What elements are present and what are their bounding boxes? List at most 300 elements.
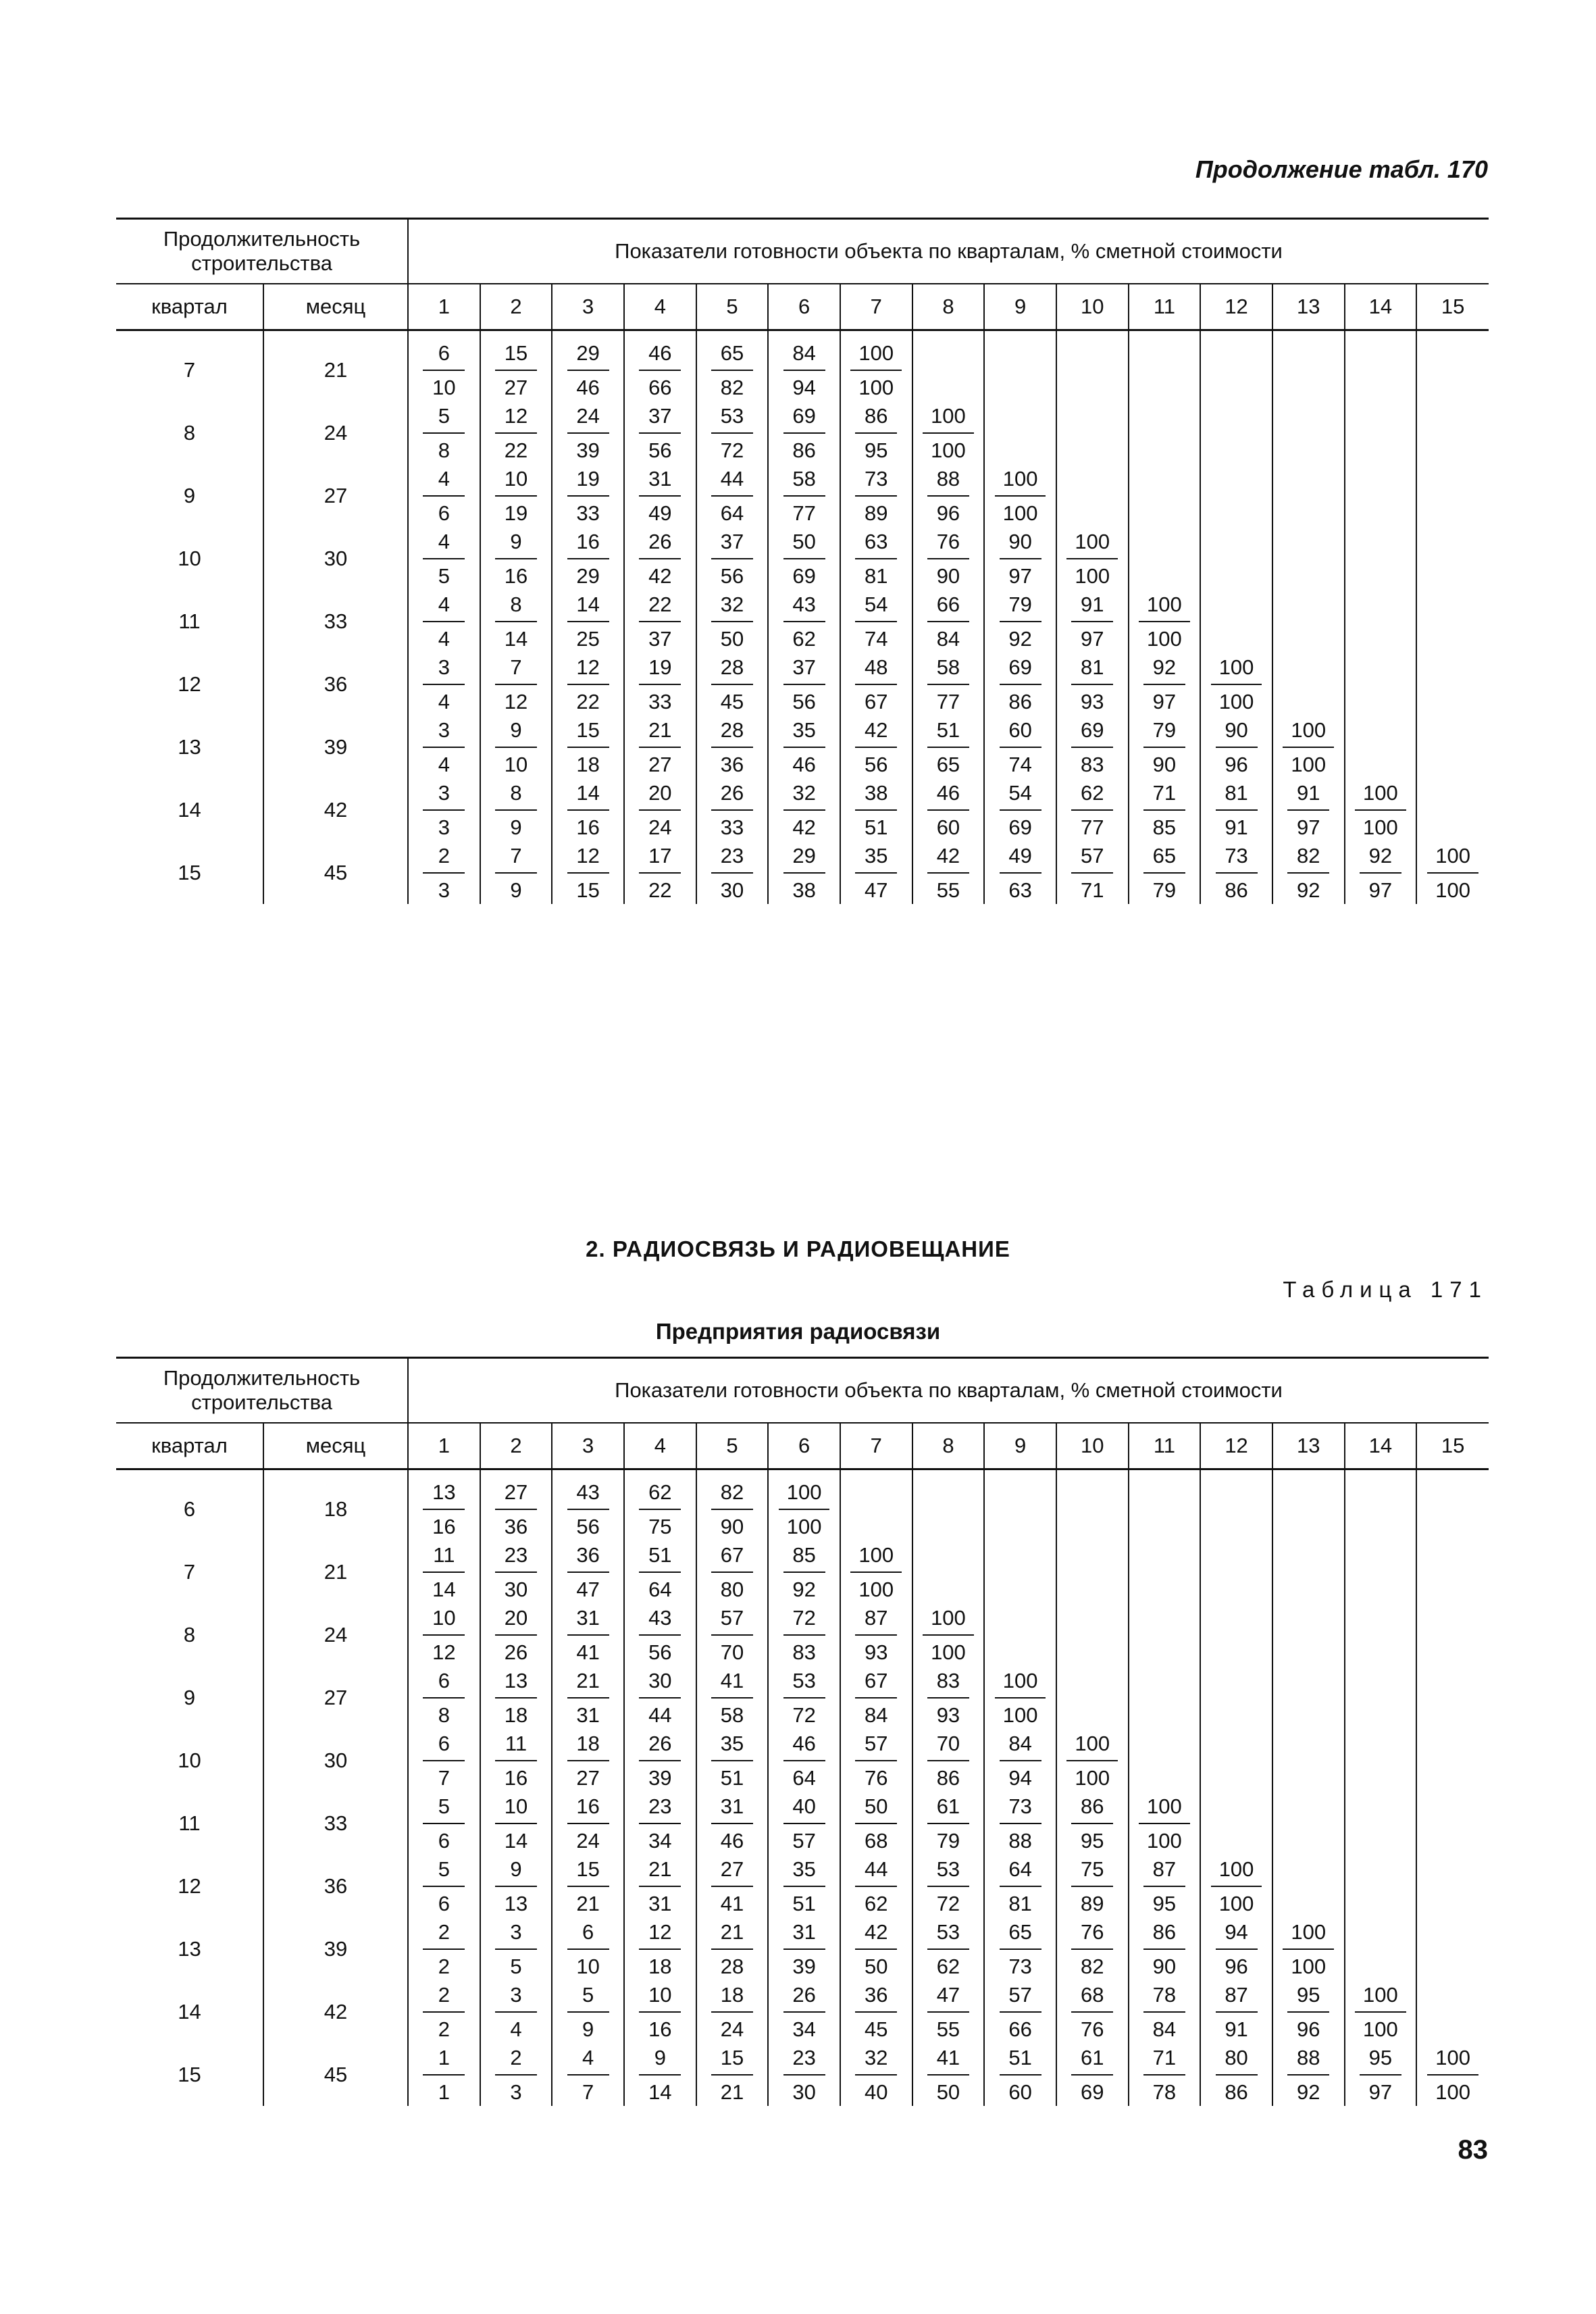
readiness-fraction: [711, 842, 753, 904]
readiness-fraction: [855, 1667, 897, 1729]
fraction-numerator: 51: [639, 1541, 681, 1573]
readiness-fraction: [927, 1730, 969, 1792]
value-cell: [1056, 653, 1129, 715]
fraction-denominator: 96: [1225, 1954, 1248, 1978]
fraction-denominator: 89: [865, 501, 888, 525]
fraction-denominator: 100: [1147, 626, 1182, 651]
fraction-denominator: 6: [438, 1891, 450, 1915]
value-cell: [408, 330, 480, 402]
value-cell: [1129, 1792, 1201, 1855]
fraction-denominator: 9: [582, 2017, 594, 2041]
value-cell: [480, 330, 552, 402]
fraction-numerator: 26: [639, 1730, 681, 1761]
value-cell: [1345, 464, 1417, 527]
readiness-fraction: [1071, 779, 1113, 841]
table-row: [116, 1792, 1489, 1855]
fraction-denominator: 91: [1225, 815, 1248, 839]
fraction-numerator: 42: [855, 1918, 897, 1950]
readiness-fraction: [783, 1604, 825, 1666]
value-cell: [552, 1603, 624, 1666]
fraction-numerator: 3: [423, 653, 465, 685]
fraction-denominator: 18: [648, 1954, 672, 1978]
value-cell: [840, 464, 912, 527]
fraction-numerator: 76: [927, 528, 969, 559]
fraction-numerator: 42: [927, 842, 969, 874]
table-row: [116, 527, 1489, 590]
fraction-denominator: 34: [648, 1828, 672, 1853]
fraction-denominator: 10: [504, 752, 528, 776]
fraction-numerator: 53: [783, 1667, 825, 1699]
fraction-denominator: 12: [432, 1640, 456, 1664]
fraction-numerator: 69: [1000, 653, 1041, 685]
fraction-denominator: 39: [576, 438, 600, 462]
readiness-fraction: [639, 339, 681, 401]
fraction-denominator: 42: [792, 815, 816, 839]
value-cell: [1416, 1855, 1489, 1917]
readiness-fraction: [1211, 653, 1262, 715]
value-cell: [984, 1469, 1056, 1541]
month-cell: 36: [263, 1855, 408, 1917]
fraction-denominator: 100: [1363, 2017, 1398, 2041]
fraction-numerator: 44: [711, 465, 753, 497]
readiness-fraction: [639, 1855, 681, 1917]
value-cell: [840, 330, 912, 402]
value-cell: [1416, 653, 1489, 715]
fraction-denominator: 97: [1296, 815, 1320, 839]
readiness-fraction: [711, 1478, 753, 1540]
readiness-fraction: [495, 590, 537, 653]
readiness-fraction: [783, 1792, 825, 1855]
value-cell: [1200, 527, 1272, 590]
readiness-fraction: [927, 590, 969, 653]
value-cell: [912, 841, 985, 904]
fraction-denominator: 56: [648, 438, 672, 462]
readiness-fraction: [855, 2044, 897, 2106]
fraction-denominator: 56: [648, 1640, 672, 1664]
fraction-numerator: 21: [639, 1855, 681, 1887]
fraction-denominator: 65: [936, 752, 960, 776]
fraction-numerator: 30: [639, 1667, 681, 1699]
value-cell: [840, 1917, 912, 1980]
value-cell: [624, 527, 696, 590]
fraction-numerator: 100: [1427, 842, 1478, 874]
readiness-fraction: [495, 1981, 537, 2043]
fraction-numerator: 3: [423, 716, 465, 748]
value-cell: [408, 464, 480, 527]
value-cell: [912, 715, 985, 778]
fraction-numerator: 48: [855, 653, 897, 685]
readiness-fraction: [1216, 1918, 1258, 1980]
table-row: [116, 1855, 1489, 1917]
fraction-numerator: 16: [567, 528, 609, 559]
value-cell: [1345, 2043, 1417, 2106]
readiness-fraction: [1143, 653, 1185, 715]
value-cell: [624, 2043, 696, 2106]
fraction-numerator: 43: [783, 590, 825, 622]
month-cell: 45: [263, 841, 408, 904]
readiness-fraction: [923, 1604, 974, 1666]
value-cell: [696, 841, 769, 904]
readiness-fraction: [423, 1478, 465, 1540]
readiness-fraction: [1000, 1730, 1041, 1792]
month-cell: 42: [263, 1980, 408, 2043]
fraction-denominator: 93: [936, 1703, 960, 1727]
readiness-fraction: [1071, 1855, 1113, 1917]
fraction-numerator: 42: [855, 716, 897, 748]
fraction-denominator: 71: [1081, 878, 1104, 902]
readiness-fraction: [711, 1792, 753, 1855]
fraction-numerator: 23: [495, 1541, 537, 1573]
fraction-denominator: 34: [792, 2017, 816, 2041]
value-cell: [552, 2043, 624, 2106]
value-cell: [768, 1469, 840, 1541]
value-cell: [1416, 1917, 1489, 1980]
fraction-numerator: 37: [711, 528, 753, 559]
value-cell: [696, 401, 769, 464]
fraction-numerator: 63: [855, 528, 897, 559]
readiness-fraction: [711, 1730, 753, 1792]
readiness-fraction: [855, 653, 897, 715]
value-cell: [984, 527, 1056, 590]
fraction-numerator: 11: [423, 1541, 465, 1573]
fraction-denominator: 6: [438, 501, 450, 525]
value-cell: [840, 1792, 912, 1855]
fraction-denominator: 3: [438, 815, 450, 839]
readiness-fraction: [783, 402, 825, 464]
value-cell: [912, 2043, 985, 2106]
month-cell: 30: [263, 1729, 408, 1792]
fraction-denominator: 82: [1081, 1954, 1104, 1978]
fraction-numerator: 43: [567, 1478, 609, 1510]
readiness-fraction: [927, 716, 969, 778]
readiness-fraction: [423, 1730, 465, 1792]
value-cell: [480, 464, 552, 527]
value-cell: [1272, 330, 1345, 402]
fraction-numerator: 62: [639, 1478, 681, 1510]
readiness-fraction: [423, 528, 465, 590]
fraction-denominator: 97: [1081, 626, 1104, 651]
value-cell: [552, 330, 624, 402]
fraction-numerator: 87: [1216, 1981, 1258, 2013]
fraction-numerator: 28: [711, 716, 753, 748]
value-cell: [984, 1792, 1056, 1855]
value-cell: [984, 715, 1056, 778]
value-cell: [1129, 527, 1201, 590]
fraction-numerator: 32: [783, 779, 825, 811]
readiness-fraction: [567, 590, 609, 653]
fraction-denominator: 14: [504, 1828, 528, 1853]
readiness-fraction: [711, 1541, 753, 1603]
quarter-number-header: 11: [1129, 1423, 1201, 1469]
fraction-denominator: 64: [720, 501, 744, 525]
value-cell: [696, 330, 769, 402]
fraction-denominator: 21: [720, 2080, 744, 2104]
fraction-numerator: 64: [1000, 1855, 1041, 1887]
value-cell: [480, 2043, 552, 2106]
fraction-numerator: 20: [639, 779, 681, 811]
quarter-number-header: 11: [1129, 284, 1201, 330]
quarter-number-header: 6: [768, 284, 840, 330]
readiness-fraction: [855, 528, 897, 590]
fraction-denominator: 60: [1008, 2080, 1032, 2104]
fraction-denominator: 95: [1152, 1891, 1177, 1915]
value-cell: [1200, 715, 1272, 778]
value-cell: [1129, 2043, 1201, 2106]
fraction-numerator: 10: [639, 1981, 681, 2013]
fraction-numerator: 10: [423, 1604, 465, 1636]
fraction-denominator: 95: [865, 438, 888, 462]
value-cell: [1056, 1666, 1129, 1729]
fraction-denominator: 56: [720, 563, 744, 588]
fraction-denominator: 72: [720, 438, 744, 462]
fraction-numerator: 95: [1360, 2044, 1401, 2076]
fraction-numerator: 72: [783, 1604, 825, 1636]
fraction-denominator: 36: [504, 1515, 528, 1538]
readiness-fraction: [567, 716, 609, 778]
quarter-number-header: 8: [912, 284, 985, 330]
readiness-fraction: [567, 842, 609, 904]
value-cell: [1345, 1666, 1417, 1729]
fraction-numerator: 26: [783, 1981, 825, 2013]
fraction-numerator: 14: [567, 779, 609, 811]
value-cell: [696, 527, 769, 590]
fraction-numerator: 100: [1139, 1792, 1190, 1824]
value-cell: [696, 1729, 769, 1792]
value-cell: [1129, 330, 1201, 402]
fraction-denominator: 21: [576, 1891, 600, 1915]
fraction-numerator: 53: [711, 402, 753, 434]
readiness-fraction: [639, 1604, 681, 1666]
table-row: [116, 778, 1489, 841]
readiness-fraction: [1139, 1792, 1190, 1855]
value-cell: [1345, 1540, 1417, 1603]
value-cell: [552, 1666, 624, 1729]
fraction-numerator: 84: [783, 339, 825, 371]
month-cell: 30: [263, 527, 408, 590]
value-cell: [552, 715, 624, 778]
value-cell: [840, 841, 912, 904]
fraction-numerator: 32: [711, 590, 753, 622]
value-cell: [408, 778, 480, 841]
value-cell: [552, 1792, 624, 1855]
readiness-fraction: [1287, 1981, 1329, 2043]
fraction-denominator: 45: [865, 2017, 888, 2041]
value-cell: [1129, 590, 1201, 653]
table-row: [116, 401, 1489, 464]
readiness-fraction: [923, 402, 974, 464]
month-cell: 21: [263, 1540, 408, 1603]
fraction-numerator: 57: [1000, 1981, 1041, 2013]
readiness-fraction: [423, 465, 465, 527]
value-cell: [1416, 527, 1489, 590]
value-cell: [1272, 1603, 1345, 1666]
fraction-denominator: 84: [1152, 2017, 1177, 2041]
value-cell: [1416, 464, 1489, 527]
readiness-fraction: [783, 2044, 825, 2106]
duration-header: Продолжительность строительства: [116, 1358, 408, 1424]
fraction-numerator: 73: [1000, 1792, 1041, 1824]
fraction-numerator: 13: [423, 1478, 465, 1510]
fraction-denominator: 100: [1291, 752, 1327, 776]
fraction-numerator: 26: [639, 528, 681, 559]
month-cell: 24: [263, 1603, 408, 1666]
readiness-fraction: [423, 1855, 465, 1917]
fraction-denominator: 55: [936, 2017, 960, 2041]
fraction-numerator: 7: [495, 653, 537, 685]
fraction-numerator: 100: [923, 402, 974, 434]
fraction-numerator: 3: [423, 779, 465, 811]
table-row: [116, 330, 1489, 402]
fraction-denominator: 40: [865, 2080, 888, 2104]
readiness-fraction: [1287, 779, 1329, 841]
quarter-cell: 7: [116, 330, 263, 402]
value-cell: [408, 1917, 480, 1980]
value-cell: [480, 590, 552, 653]
quarter-number-header: 10: [1056, 1423, 1129, 1469]
quarter-number-header: 14: [1345, 284, 1417, 330]
value-cell: [1272, 1980, 1345, 2043]
readiness-fraction: [1287, 2044, 1329, 2106]
fraction-numerator: 53: [927, 1855, 969, 1887]
fraction-numerator: 10: [495, 465, 537, 497]
readiness-fraction: [567, 1667, 609, 1729]
fraction-denominator: 90: [936, 563, 960, 588]
value-cell: [1056, 1792, 1129, 1855]
fraction-numerator: 23: [711, 842, 753, 874]
fraction-denominator: 97: [1008, 563, 1032, 588]
fraction-numerator: 46: [783, 1730, 825, 1761]
value-cell: [1129, 841, 1201, 904]
fraction-numerator: 29: [567, 339, 609, 371]
fraction-denominator: 9: [510, 815, 522, 839]
readiness-fraction: [1355, 1981, 1406, 2043]
value-cell: [1345, 1855, 1417, 1917]
fraction-denominator: 28: [720, 1954, 744, 1978]
fraction-numerator: 3: [495, 1918, 537, 1950]
readiness-fraction: [1071, 842, 1113, 904]
fraction-denominator: 82: [720, 376, 744, 399]
fraction-denominator: 62: [792, 626, 816, 651]
fraction-denominator: 55: [936, 878, 960, 902]
fraction-numerator: 86: [1071, 1792, 1113, 1824]
quarter-number-header: 12: [1200, 1423, 1272, 1469]
value-cell: [1345, 715, 1417, 778]
fraction-numerator: 8: [495, 779, 537, 811]
readiness-fraction: [995, 465, 1046, 527]
readiness-fraction: [423, 716, 465, 778]
fraction-numerator: 12: [639, 1918, 681, 1950]
readiness-fraction: [783, 779, 825, 841]
fraction-denominator: 77: [1081, 815, 1104, 839]
fraction-denominator: 30: [720, 878, 744, 902]
fraction-numerator: 21: [639, 716, 681, 748]
value-cell: [624, 1855, 696, 1917]
value-cell: [408, 841, 480, 904]
fraction-numerator: 6: [423, 1730, 465, 1761]
fraction-denominator: 97: [1368, 878, 1393, 902]
value-cell: [1056, 464, 1129, 527]
value-cell: [1345, 330, 1417, 402]
value-cell: [1200, 1917, 1272, 1980]
value-cell: [1416, 1666, 1489, 1729]
fraction-numerator: 87: [1143, 1855, 1185, 1887]
value-cell: [984, 330, 1056, 402]
continuation-label: Продолжение табл. 170: [1195, 155, 1488, 183]
month-header: месяц: [263, 284, 408, 330]
fraction-numerator: 81: [1216, 779, 1258, 811]
value-cell: [1200, 1540, 1272, 1603]
fraction-numerator: 5: [423, 1855, 465, 1887]
value-cell: [696, 715, 769, 778]
fraction-numerator: 73: [1216, 842, 1258, 874]
value-cell: [912, 1980, 985, 2043]
month-header: месяц: [263, 1423, 408, 1469]
value-cell: [1129, 715, 1201, 778]
value-cell: [912, 1917, 985, 1980]
readiness-fraction: [711, 653, 753, 715]
value-cell: [768, 1855, 840, 1917]
fraction-numerator: 66: [927, 590, 969, 622]
value-cell: [984, 401, 1056, 464]
value-cell: [840, 527, 912, 590]
fraction-numerator: 15: [711, 2044, 753, 2076]
fraction-denominator: 22: [576, 689, 600, 713]
value-cell: [984, 1729, 1056, 1792]
value-cell: [912, 1729, 985, 1792]
fraction-numerator: 100: [1283, 1918, 1334, 1950]
readiness-fraction: [711, 402, 753, 464]
value-cell: [768, 401, 840, 464]
fraction-numerator: 29: [783, 842, 825, 874]
fraction-denominator: 56: [792, 689, 816, 713]
fraction-numerator: 24: [567, 402, 609, 434]
readiness-fraction: [927, 779, 969, 841]
quarter-header: квартал: [116, 284, 263, 330]
readiness-fraction: [639, 653, 681, 715]
table-170: [116, 218, 1489, 904]
readiness-fraction: [639, 2044, 681, 2106]
value-cell: [768, 653, 840, 715]
readiness-fraction: [639, 1792, 681, 1855]
value-cell: [768, 2043, 840, 2106]
value-cell: [1416, 1729, 1489, 1792]
value-cell: [1416, 1603, 1489, 1666]
quarter-cell: 9: [116, 464, 263, 527]
fraction-numerator: 9: [495, 716, 537, 748]
readiness-fraction: [1071, 716, 1113, 778]
value-cell: [912, 1469, 985, 1541]
table-row: [116, 2043, 1489, 2106]
value-cell: [984, 1603, 1056, 1666]
readiness-fraction: [639, 590, 681, 653]
value-cell: [1129, 464, 1201, 527]
readiness-fraction: [927, 842, 969, 904]
fraction-denominator: 31: [648, 1891, 672, 1915]
fraction-numerator: 6: [423, 1667, 465, 1699]
fraction-denominator: 66: [648, 376, 672, 399]
fraction-denominator: 63: [1008, 878, 1032, 902]
fraction-denominator: 92: [1296, 2080, 1320, 2104]
fraction-denominator: 86: [1225, 878, 1248, 902]
fraction-numerator: 4: [567, 2044, 609, 2076]
readiness-fraction: [495, 1792, 537, 1855]
fraction-denominator: 93: [1081, 689, 1104, 713]
readiness-fraction: [711, 1981, 753, 2043]
fraction-numerator: 6: [423, 339, 465, 371]
fraction-denominator: 16: [648, 2017, 672, 2041]
value-cell: [624, 1729, 696, 1792]
value-cell: [480, 1540, 552, 1603]
